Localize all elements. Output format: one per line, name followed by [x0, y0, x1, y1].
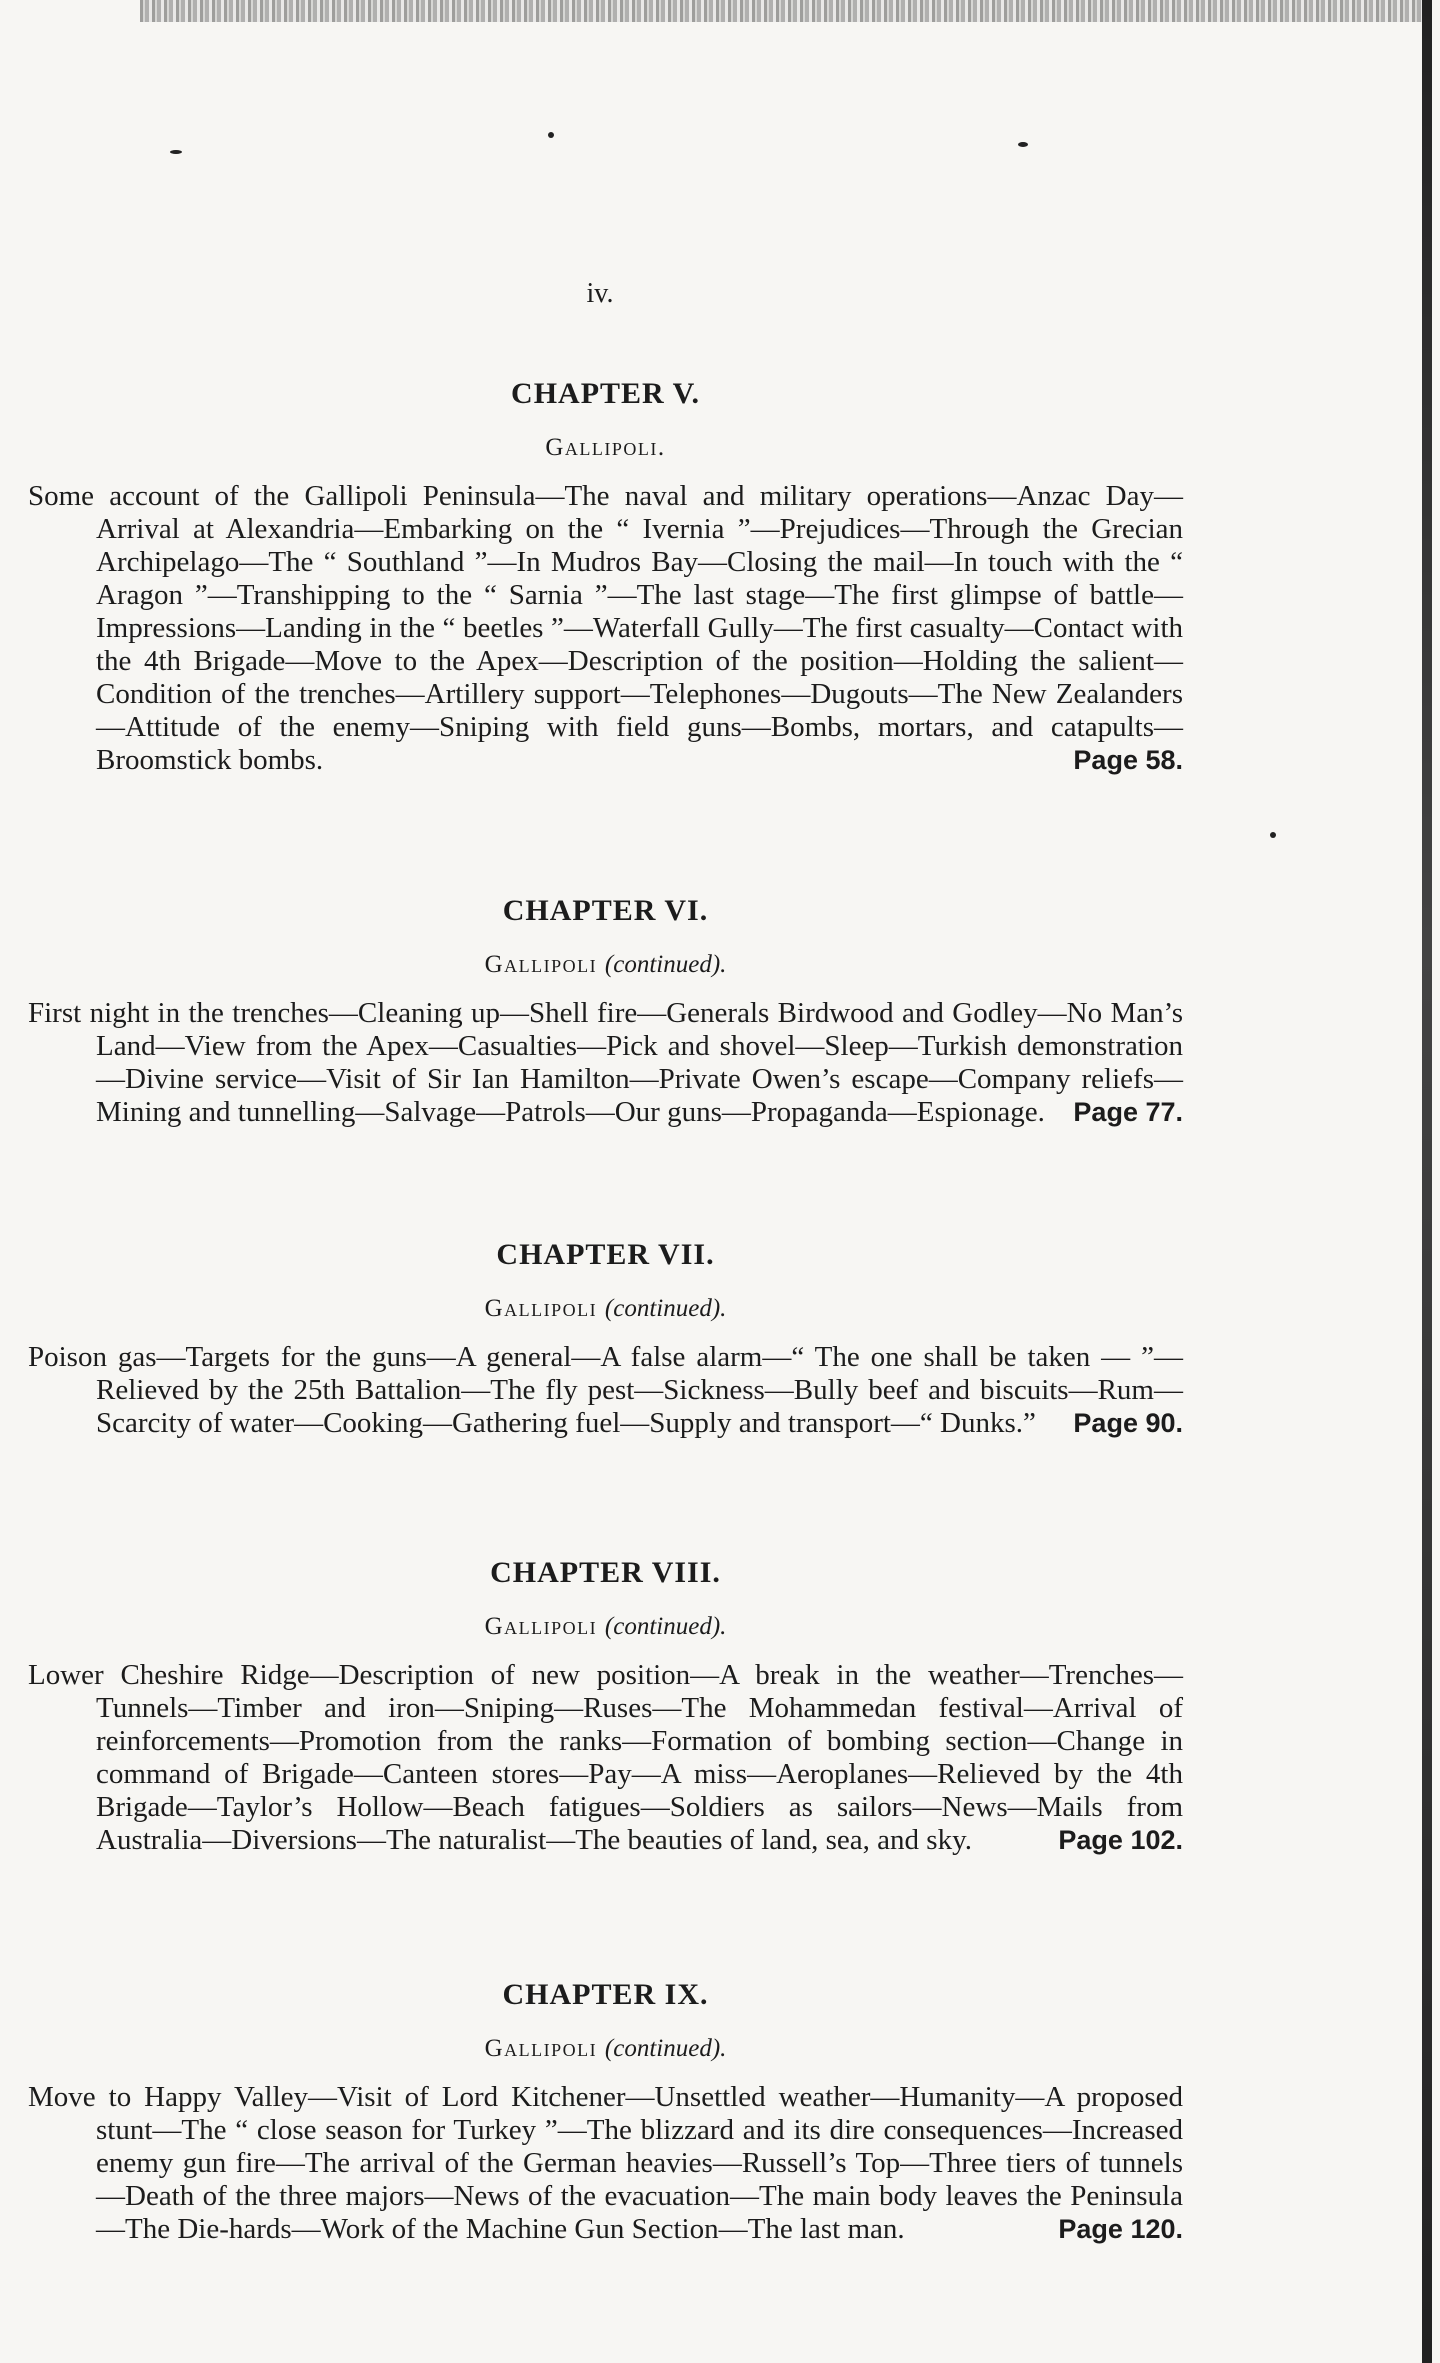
subtitle-continued: (continued). — [604, 951, 727, 978]
ink-speck — [170, 150, 182, 154]
chapter-5 — [28, 376, 1183, 777]
chapter-summary — [28, 1659, 1183, 1857]
chapter-6 — [28, 893, 1183, 1129]
scan-edge-top — [140, 0, 1430, 22]
chapter-8 — [28, 1555, 1183, 1857]
ink-speck — [1270, 832, 1276, 838]
chapter-subtitle — [28, 1611, 1183, 1643]
summary-text: Move to Happy Valley—Visit of Lord Kitchener—Unsettled weather—Humanity—A proposed stunt—The “ close season for Turkey ”—The blizzard and its dire consequences—Increased enemy gun fire—The arrival of the German heavies—Russell’s Top—Three tiers of tunnels—Death of the three majors—News of the evacuation—The main body leaves the Peninsula—The Die-hards—Work of the Machine Gun Section—The last man. — [28, 2081, 1183, 2245]
summary-text: First night in the trenches—Cleaning up—Shell fire—Generals Birdwood and Godley—No Man’s Land—View from the Apex—Casualties—Pick and shovel—Sleep—Turkish demonstration—Divine service—Visit of Sir Ian Hamilton—Private Owen’s escape—Company reliefs—Mining and tunnelling—Salvage—Patrols—Our guns—Propaganda—Espionage. — [28, 997, 1183, 1128]
subtitle-text: Gallipoli. — [545, 434, 666, 461]
chapter-heading: CHAPTER V. — [511, 377, 700, 410]
chapter-subtitle — [28, 2033, 1183, 2065]
chapter-summary — [28, 480, 1183, 777]
ink-speck — [1018, 142, 1028, 147]
chapter-summary — [28, 1341, 1183, 1440]
subtitle-text: Gallipoli — [484, 951, 598, 978]
ink-speck — [548, 132, 554, 138]
page-reference: Page 77. — [1073, 1097, 1183, 1127]
subtitle-continued: (continued). — [604, 1613, 727, 1640]
subtitle-text: Gallipoli — [484, 1295, 598, 1322]
chapter-heading: CHAPTER IX. — [502, 1978, 709, 2011]
subtitle-continued: (continued). — [604, 1295, 727, 1322]
chapter-heading: CHAPTER VI. — [502, 894, 709, 927]
page-reference: Page 102. — [1058, 1825, 1183, 1855]
chapter-heading: CHAPTER VII. — [496, 1238, 715, 1271]
page-reference: Page 58. — [1073, 745, 1183, 775]
chapter-subtitle — [28, 432, 1183, 464]
summary-text: Lower Cheshire Ridge—Description of new position—A break in the weather—Trenches—Tunnels—Timber and iron—Sniping—Ruses—The Mohammedan festival—Arrival of reinforcements—Promotion from the ranks—Formation of bombing section—Change in command of Brigade—Canteen stores—Pay—A miss—Aeroplanes—Relieved by the 4th Brigade—Taylor’s Hollow—Beach fatigues—Soldiers as sailors—News—Mails from Australia—Diversions—The naturalist—The beauties of land, sea, and sky. — [28, 1659, 1183, 1856]
chapter-subtitle — [28, 949, 1183, 981]
scan-edge-right — [1422, 0, 1432, 2363]
subtitle-continued: (continued). — [604, 2035, 727, 2062]
chapter-summary — [28, 2081, 1183, 2246]
chapter-heading: CHAPTER VIII. — [490, 1556, 721, 1589]
summary-text: Some account of the Gallipoli Peninsula—The naval and military operations—Anzac Day—Arrival at Alexandria—Embarking on the “ Ivernia ”—Prejudices—Through the Grecian Archipelago—The “ Southland ”—In Mudros Bay—Closing the mail—In touch with the “ Aragon ”—Transhipping to the “ Sarnia ”—The last stage—The first glimpse of battle—Impressions—Landing in the “ beetles ”—Waterfall Gully—The first casualty—Contact with the 4th Brigade—Move to the Apex—Description of the position—Holding the salient—Condition of the trenches—Artillery support—Telephones—Dugouts—The New Zealanders—Attitude of the enemy—Sniping with field guns—Bombs, mortars, and catapults—Broomstick bombs. — [28, 480, 1183, 776]
subtitle-text: Gallipoli — [484, 1613, 598, 1640]
chapter-9 — [28, 1977, 1183, 2246]
page-folio: iv. — [586, 278, 614, 309]
subtitle-text: Gallipoli — [484, 2035, 598, 2062]
chapter-summary — [28, 997, 1183, 1129]
page-reference: Page 120. — [1058, 2214, 1183, 2244]
chapter-7 — [28, 1237, 1183, 1440]
page-reference: Page 90. — [1073, 1408, 1183, 1438]
chapter-subtitle — [28, 1293, 1183, 1325]
summary-text: Poison gas—Targets for the guns—A general—A false alarm—“ The one shall be taken — ”—Relieved by the 25th Battalion—The fly pest—Sickness—Bully beef and biscuits—Rum—Scarcity of water—Cooking—Gathering fuel—Supply and transport—“ Dunks.” — [28, 1341, 1183, 1439]
